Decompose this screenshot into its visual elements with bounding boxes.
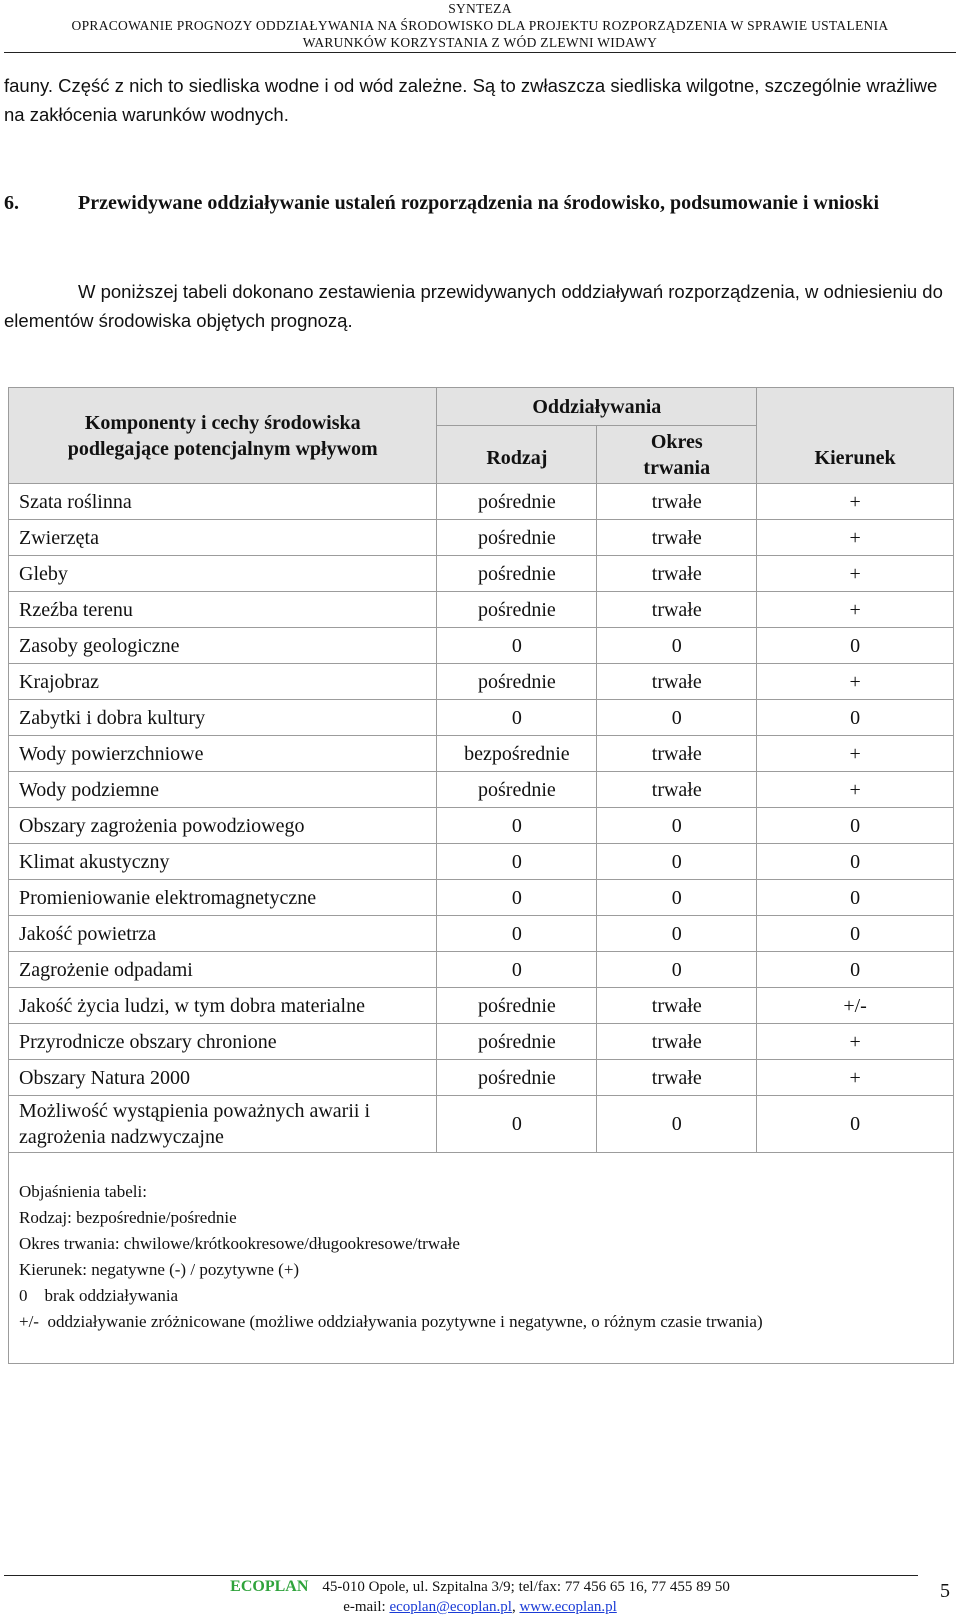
cell-component: Klimat akustyczny bbox=[9, 844, 437, 880]
cell-direction: + bbox=[757, 556, 954, 592]
cell-type: pośrednie bbox=[437, 592, 597, 628]
table-row bbox=[9, 628, 954, 664]
cell-component: Przyrodnicze obszary chronione bbox=[9, 1024, 437, 1060]
cell-direction: 0 bbox=[757, 808, 954, 844]
cell-component: Zasoby geologiczne bbox=[9, 628, 437, 664]
cell-direction: + bbox=[757, 772, 954, 808]
cell-type: pośrednie bbox=[437, 1060, 597, 1096]
cell-direction: + bbox=[757, 1024, 954, 1060]
cell-type: pośrednie bbox=[437, 664, 597, 700]
running-header bbox=[0, 0, 960, 51]
body-paragraph: W poniższej tabeli dokonano zestawienia przewidywanych oddziaływań rozporządzenia, w odniesieniu do elementów środowiska objętych prognozą. bbox=[4, 281, 943, 331]
cell-duration: trwałe bbox=[597, 520, 757, 556]
cell-direction: 0 bbox=[757, 880, 954, 916]
header-direction: Kierunek bbox=[757, 388, 954, 484]
footer-email-label: e-mail: bbox=[343, 1599, 386, 1615]
table-row bbox=[9, 916, 954, 952]
footer-email-link[interactable]: ecoplan@ecoplan.pl bbox=[389, 1599, 512, 1615]
cell-duration: trwałe bbox=[597, 988, 757, 1024]
cell-duration: 0 bbox=[597, 844, 757, 880]
cell-component: Zwierzęta bbox=[9, 520, 437, 556]
page-number: 5 bbox=[940, 1580, 950, 1602]
cell-component: Wody podziemne bbox=[9, 772, 437, 808]
footer-divider bbox=[4, 1575, 918, 1576]
header-line-2: OPRACOWANIE PROGNOZY ODDZIAŁYWANIA NA ŚRODOWISKO DLA PROJEKTU ROZPORZĄDZENIA W SPRAWIE USTALENIA bbox=[71, 18, 889, 33]
cell-duration: trwałe bbox=[597, 736, 757, 772]
header-divider bbox=[4, 52, 956, 53]
table-legend bbox=[9, 1153, 954, 1364]
cell-direction: + bbox=[757, 520, 954, 556]
cell-component: Zagrożenie odpadami bbox=[9, 952, 437, 988]
header-duration: Okres trwania bbox=[597, 426, 757, 484]
cell-direction: 0 bbox=[757, 628, 954, 664]
cell-component: Szata roślinna bbox=[9, 484, 437, 520]
cell-duration: 0 bbox=[597, 1096, 757, 1153]
table-row bbox=[9, 808, 954, 844]
cell-direction: + bbox=[757, 736, 954, 772]
cell-duration: 0 bbox=[597, 916, 757, 952]
cell-direction: + bbox=[757, 1060, 954, 1096]
cell-direction: + bbox=[757, 664, 954, 700]
header-impacts-group: Oddziaływania bbox=[437, 388, 757, 426]
table-row bbox=[9, 664, 954, 700]
cell-direction: 0 bbox=[757, 916, 954, 952]
table-row bbox=[9, 844, 954, 880]
cell-component: Możliwość wystąpienia poważnych awarii i zagrożenia nadzwyczajne bbox=[9, 1096, 437, 1153]
cell-duration: 0 bbox=[597, 880, 757, 916]
section-title: Przewidywane oddziaływanie ustaleń rozporządzenia na środowisko, podsumowanie i wnioski bbox=[78, 192, 880, 214]
cell-duration: trwałe bbox=[597, 484, 757, 520]
cell-type: pośrednie bbox=[437, 1024, 597, 1060]
footer-address: 45-010 Opole, ul. Szpitalna 3/9; tel/fax: 77 456 65 16, 77 455 89 50 bbox=[322, 1579, 730, 1595]
cell-component: Rzeźba terenu bbox=[9, 592, 437, 628]
table-row bbox=[9, 484, 954, 520]
legend-title: Objaśnienia tabeli: bbox=[19, 1182, 147, 1201]
cell-type: bezpośrednie bbox=[437, 736, 597, 772]
cell-duration: 0 bbox=[597, 700, 757, 736]
footer-website-link[interactable]: www.ecoplan.pl bbox=[519, 1599, 617, 1615]
table-row bbox=[9, 772, 954, 808]
legend-zero: 0 brak oddziaływania bbox=[19, 1286, 179, 1305]
cell-duration: trwałe bbox=[597, 1060, 757, 1096]
legend-type: Rodzaj: bezpośrednie/pośrednie bbox=[19, 1208, 237, 1227]
cell-type: pośrednie bbox=[437, 772, 597, 808]
header-type: Rodzaj bbox=[437, 426, 597, 484]
cell-component: Obszary Natura 2000 bbox=[9, 1060, 437, 1096]
table-row bbox=[9, 1060, 954, 1096]
cell-component: Jakość życia ludzi, w tym dobra materialne bbox=[9, 988, 437, 1024]
table-row bbox=[9, 1024, 954, 1060]
cell-direction: + bbox=[757, 484, 954, 520]
cell-component: Zabytki i dobra kultury bbox=[9, 700, 437, 736]
cell-duration: trwałe bbox=[597, 556, 757, 592]
cell-direction: 0 bbox=[757, 1096, 954, 1153]
table-row bbox=[9, 592, 954, 628]
table-row bbox=[9, 556, 954, 592]
cell-type: pośrednie bbox=[437, 484, 597, 520]
cell-duration: 0 bbox=[597, 808, 757, 844]
cell-type: 0 bbox=[437, 808, 597, 844]
cell-type: pośrednie bbox=[437, 988, 597, 1024]
cell-type: 0 bbox=[437, 916, 597, 952]
cell-direction: 0 bbox=[757, 844, 954, 880]
cell-component: Promieniowanie elektromagnetyczne bbox=[9, 880, 437, 916]
page-footer: ECOPLAN 45-010 Opole, ul. Szpitalna 3/9; tel/fax: 77 456 65 16, 77 455 89 50 e-mail: ecoplan@ecoplan.pl, www.ecoplan.pl bbox=[230, 1578, 730, 1615]
cell-type: 0 bbox=[437, 700, 597, 736]
table-row bbox=[9, 988, 954, 1024]
legend-direction: Kierunek: negatywne (-) / pozytywne (+) bbox=[19, 1260, 300, 1279]
cell-duration: 0 bbox=[597, 952, 757, 988]
cell-component: Wody powierzchniowe bbox=[9, 736, 437, 772]
cell-direction: 0 bbox=[757, 700, 954, 736]
cell-duration: trwałe bbox=[597, 772, 757, 808]
cell-duration: 0 bbox=[597, 628, 757, 664]
cell-type: 0 bbox=[437, 628, 597, 664]
table-row bbox=[9, 1096, 954, 1153]
cell-duration: trwałe bbox=[597, 1024, 757, 1060]
header-components: Komponenty i cechy środowiska podlegające potencjalnym wpływom bbox=[9, 388, 437, 484]
section-number: 6. bbox=[4, 192, 19, 214]
impact-table bbox=[8, 387, 954, 1364]
legend-mixed: +/- oddziaływanie zróżnicowane (możliwe oddziaływania pozytywne i negatywne, o różnym czasie trwania) bbox=[19, 1312, 763, 1331]
cell-direction: 0 bbox=[757, 952, 954, 988]
impact-table-body bbox=[9, 484, 954, 1364]
table-row bbox=[9, 736, 954, 772]
legend-row bbox=[9, 1153, 954, 1364]
cell-type: pośrednie bbox=[437, 520, 597, 556]
cell-direction: + bbox=[757, 592, 954, 628]
cell-direction: +/- bbox=[757, 988, 954, 1024]
cell-type: 0 bbox=[437, 844, 597, 880]
cell-duration: trwałe bbox=[597, 592, 757, 628]
intro-paragraph: fauny. Część z nich to siedliska wodne i od wód zależne. Są to zwłaszcza siedliska wilgotne, szczególnie wrażliwe na zakłócenia warunków wodnych. bbox=[4, 75, 938, 125]
table-row bbox=[9, 952, 954, 988]
cell-type: 0 bbox=[437, 1096, 597, 1153]
cell-duration: trwałe bbox=[597, 664, 757, 700]
header-line-1: SYNTEZA bbox=[448, 1, 512, 16]
cell-component: Obszary zagrożenia powodziowego bbox=[9, 808, 437, 844]
cell-component: Gleby bbox=[9, 556, 437, 592]
legend-duration: Okres trwania: chwilowe/krótkookresowe/długookresowe/trwałe bbox=[19, 1234, 460, 1253]
cell-type: 0 bbox=[437, 880, 597, 916]
table-row bbox=[9, 700, 954, 736]
cell-type: 0 bbox=[437, 952, 597, 988]
footer-brand: ECOPLAN bbox=[230, 1578, 309, 1595]
cell-type: pośrednie bbox=[437, 556, 597, 592]
cell-component: Jakość powietrza bbox=[9, 916, 437, 952]
cell-component: Krajobraz bbox=[9, 664, 437, 700]
table-row bbox=[9, 880, 954, 916]
table-row bbox=[9, 520, 954, 556]
header-line-3: WARUNKÓW KORZYSTANIA Z WÓD ZLEWNI WIDAWY bbox=[302, 35, 658, 50]
